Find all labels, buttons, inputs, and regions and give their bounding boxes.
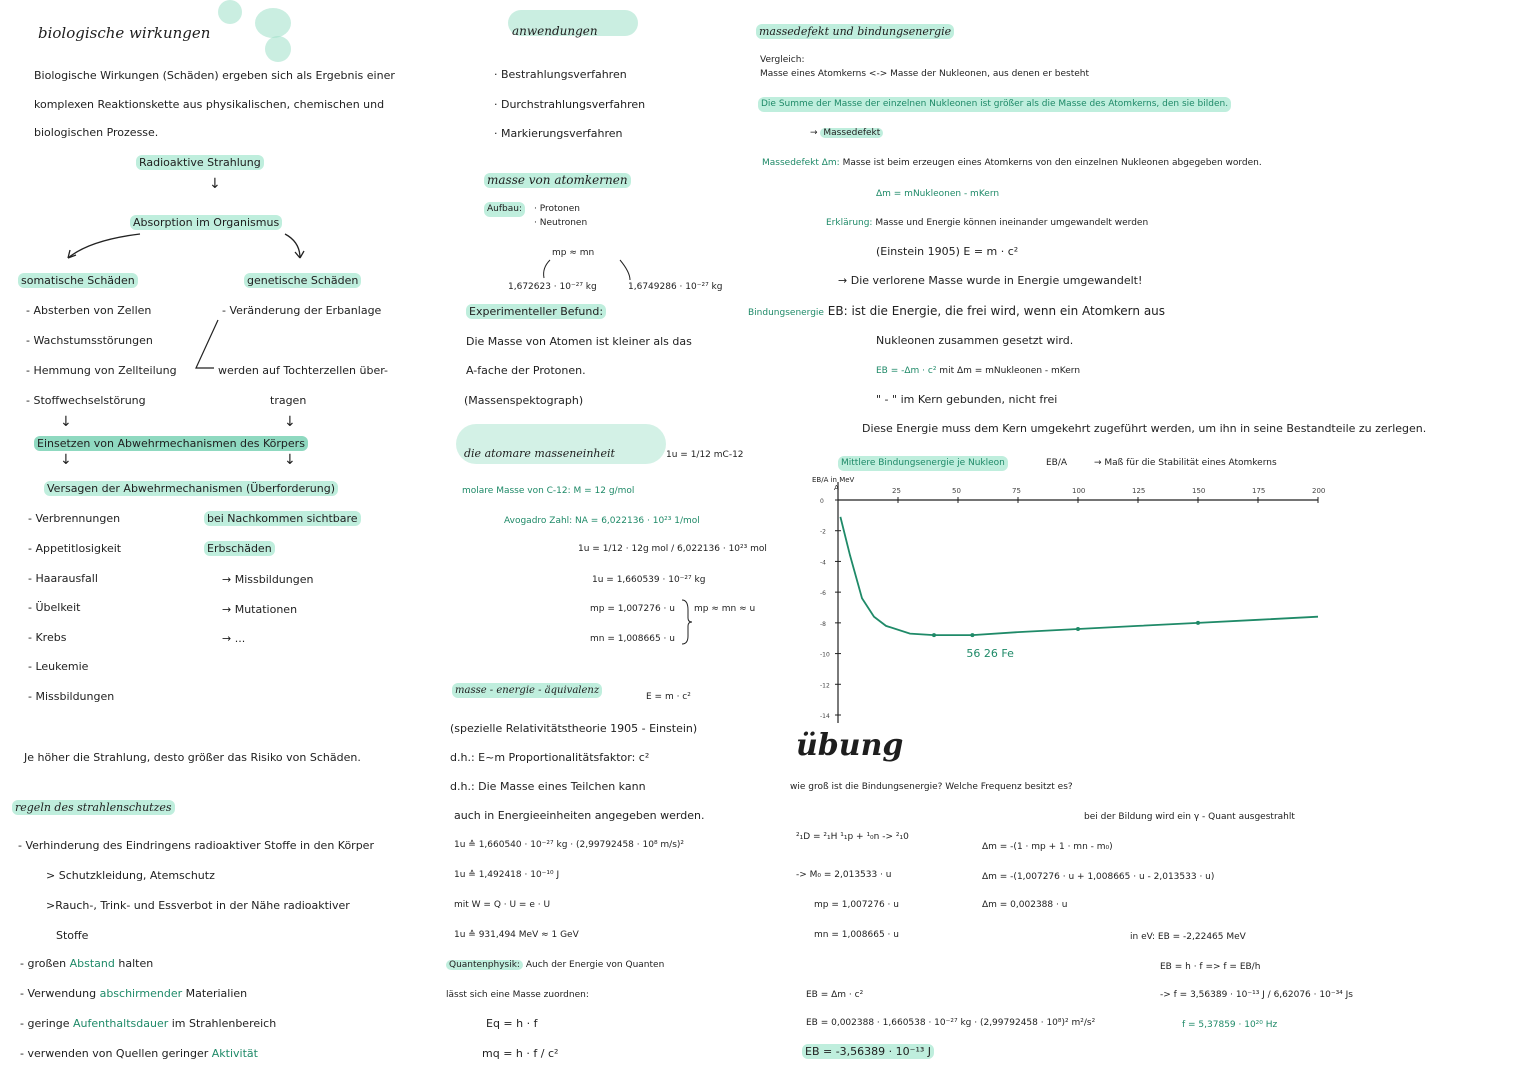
intro-line: komplexen Reaktionskette aus physikalischen, chemischen und <box>34 98 385 111</box>
structure-label: Aufbau: <box>484 202 525 217</box>
arrow-down-icon: ↓ <box>60 452 72 468</box>
rule-item: - geringe Aufenthaltsdauer im Strahlenbereich <box>20 1017 277 1030</box>
fail-item: - Haarausfall <box>28 572 98 585</box>
mass-energy-note: d.h.: Die Masse eines Teilchen kann <box>450 780 646 793</box>
experiment-text: Die Masse von Atomen ist kleiner als das <box>466 335 692 348</box>
genetic-damage-title: genetische Schäden <box>244 273 361 288</box>
application-item: · Bestrahlungsverfahren <box>494 68 627 81</box>
structure-item: · Neutronen <box>534 218 588 228</box>
y-tick-label: -2 <box>820 528 826 536</box>
radiation-protection-title: regeln des strahlenschutzes <box>12 800 175 815</box>
mass-defect-formula: Δm = mNukleonen - mKern <box>876 189 1000 199</box>
average-binding-energy-label: Mittlere Bindungsenergie je Nukleon <box>838 456 1008 471</box>
x-tick-label: 175 <box>1252 487 1266 495</box>
somatic-item: - Hemmung von Zellteilung <box>26 364 177 377</box>
avogadro-number: Avogadro Zahl: NA = 6,022136 · 10²³ 1/mol <box>504 516 700 526</box>
offspring-item: → Missbildungen <box>222 573 314 586</box>
risk-statement: Je höher die Strahlung, desto größer das Risiko von Schäden. <box>24 751 361 764</box>
binding-energy-chart <box>790 470 1330 730</box>
section-title-exercise: übung <box>796 728 904 763</box>
offspring-title: bei Nachkommen sichtbare <box>204 511 361 526</box>
u-value: 1u = 1,660539 · 10⁻²⁷ kg <box>592 575 706 585</box>
rule-item: - Verwendung abschirmender Materialien <box>20 987 248 1000</box>
y-tick-label: -4 <box>820 559 826 567</box>
x-tick-label: 75 <box>1012 487 1021 495</box>
fail-item: - Übelkeit <box>28 601 81 614</box>
binding-energy-definition: Nukleonen zusammen gesetzt wird. <box>876 334 1074 347</box>
experiment-title: Experimenteller Befund: <box>466 304 606 319</box>
data-point <box>1076 627 1080 631</box>
binding-energy-result: EB = -3,56389 · 10⁻¹³ J <box>802 1044 934 1059</box>
reaction: ²₁D = ²₁H ¹₁p + ¹₀n -> ²₁0 <box>796 832 909 842</box>
frequency-result: f = 5,37859 · 10²⁰ Hz <box>1182 1020 1278 1030</box>
arrow-down-icon: ↓ <box>284 452 296 468</box>
binding-energy-definition: Bindungsenergie EB: ist die Energie, die frei wird, wenn ein Atomkern aus <box>748 304 1166 318</box>
x-tick-label: 100 <box>1072 487 1086 495</box>
x-tick-label: 125 <box>1132 487 1146 495</box>
rule-item: - Verhinderung des Eindringens radioaktiver Stoffe in den Körper <box>18 839 374 852</box>
frequency-step: EB = h · f => f = EB/h <box>1160 962 1261 972</box>
x-tick-label: 200 <box>1312 487 1326 495</box>
binding-energy-step: EB = Δm · c² <box>806 990 864 1000</box>
fail-item: - Krebs <box>28 631 67 644</box>
u-energy: 1u ≙ 1,492418 · 10⁻¹⁰ J <box>454 870 560 880</box>
rule-item: - großen Abstand halten <box>20 957 154 970</box>
mass-energy-note: auch in Energieeinheiten angegeben werden. <box>454 809 705 822</box>
molar-mass: molare Masse von C-12: M = 12 g/mol <box>462 486 635 496</box>
somatic-damage-title: somatische Schäden <box>18 273 138 288</box>
data-point <box>932 633 936 637</box>
fail-item: - Appetitlosigkeit <box>28 542 122 555</box>
x-tick-label: 25 <box>892 487 901 495</box>
genetic-item: - Veränderung der Erbanlage <box>222 304 382 317</box>
average-binding-energy-symbol: EB/A <box>1046 458 1068 468</box>
mass-energy-formula: E = m · c² <box>646 692 691 702</box>
deuteron-mass: -> M₀ = 2,013533 · u <box>796 870 892 880</box>
proportionality: d.h.: E~m Proportionalitätsfaktor: c² <box>450 751 650 764</box>
x-axis-label: A <box>834 484 839 492</box>
mass-defect-arrow: → Massedefekt <box>810 126 883 141</box>
relativity-note: (spezielle Relativitätstheorie 1905 - Einstein) <box>450 722 698 735</box>
energy-statement: Diese Energie muss dem Kern umgekehrt zugeführt werden, um ihn in seine Bestandteile zu zerlegen. <box>862 422 1427 435</box>
branch-arrows <box>60 228 320 268</box>
proton-mass: 1,672623 · 10⁻²⁷ kg <box>508 282 597 292</box>
frequency-step: -> f = 3,56389 · 10⁻¹³ J / 6,62076 · 10⁻³⁴ Js <box>1160 990 1353 1000</box>
offspring-item: → Mutationen <box>222 603 298 616</box>
section-title-mass-energy: masse - energie - äquivalenz <box>452 683 602 698</box>
x-tick-label: 50 <box>952 487 961 495</box>
amu-definition: 1u = 1/12 mC-12 <box>666 450 744 460</box>
defense-fail: Versagen der Abwehrmechanismen (Überforderung) <box>44 481 338 496</box>
mp-mn-relation: mp ≈ mn <box>552 248 595 258</box>
structure-item: · Protonen <box>534 204 580 214</box>
data-point <box>1196 621 1200 625</box>
compare-label: Vergleich: <box>760 55 805 65</box>
series-line-eb-per-nucleon <box>840 517 1318 635</box>
explanation: Erklärung: Masse und Energie können ineinander umgewandelt werden <box>826 218 1149 228</box>
arrow-down-icon: ↓ <box>60 414 72 430</box>
somatic-item: - Wachstumsstörungen <box>26 334 153 347</box>
mass-defect-step: Δm = 0,002388 · u <box>982 900 1068 910</box>
binding-energy-note: " - " im Kern gebunden, nicht frei <box>876 393 1058 406</box>
y-axis-label: EB/A in MeV <box>812 476 855 484</box>
mass-defect-step: Δm = -(1,007276 · u + 1,008665 · u - 2,013533 · u) <box>982 872 1215 882</box>
y-tick-label: -10 <box>820 651 830 659</box>
experiment-text: A-fache der Protonen. <box>466 364 586 377</box>
neutron-mass: 1,6749286 · 10⁻²⁷ kg <box>628 282 723 292</box>
sum-statement: Die Summe der Masse der einzelnen Nukleonen ist größer als die Masse des Atomkerns, den sie bilden. <box>758 97 1231 112</box>
application-item: · Markierungsverfahren <box>494 127 623 140</box>
rule-item: >Rauch-, Trink- und Essverbot in der Nähe radioaktiver <box>46 899 350 912</box>
defense-start: Einsetzen von Abwehrmechanismen des Körpers <box>34 436 308 451</box>
exercise-question: wie groß ist die Bindungsenergie? Welche Frequenz besitzt es? <box>790 782 1073 792</box>
genetic-item: tragen <box>270 394 307 407</box>
mass-approx-u: mp ≈ mn ≈ u <box>694 604 756 614</box>
somatic-item: - Stoffwechselstörung <box>26 394 146 407</box>
fail-item: - Verbrennungen <box>28 512 121 525</box>
gamma-note: bei der Bildung wird ein γ - Quant ausgestrahlt <box>1084 812 1295 822</box>
genetic-item: werden auf Tochterzellen über- <box>218 364 388 377</box>
data-point <box>970 633 974 637</box>
quantum-note: Quantenphysik: Auch der Energie von Quanten <box>446 958 664 973</box>
section-title-amu: die atomare masseneinheit <box>464 447 615 460</box>
node-radiation: Radioaktive Strahlung <box>136 155 264 170</box>
section-title-biological-effects: biologische wirkungen <box>38 24 211 42</box>
y-tick-label: -12 <box>820 682 830 690</box>
rule-item: Stoffe <box>56 929 89 942</box>
u-calculation: 1u = 1/12 · 12g mol / 6,022136 · 10²³ mol <box>578 544 767 554</box>
x-tick-label: 150 <box>1192 487 1206 495</box>
fail-item: - Missbildungen <box>28 690 115 703</box>
y-tick-label: 0 <box>820 498 824 505</box>
rule-item: - verwenden von Quellen geringer Aktivität <box>20 1047 258 1060</box>
mass-defect-definition: Massedefekt Δm: Masse ist beim erzeugen eines Atomkerns von den einzelnen Nukleonen abgegeben worden. <box>762 158 1262 168</box>
proton-mass-value: mp = 1,007276 · u <box>814 900 899 910</box>
compare-text: Masse eines Atomkerns <-> Masse der Nukleonen, aus denen er besteht <box>760 69 1089 79</box>
y-tick-label: -8 <box>820 620 826 628</box>
u-energy: 1u ≙ 1,660540 · 10⁻²⁷ kg · (2,99792458 · 10⁸ m/s)² <box>454 840 685 850</box>
section-title-nucleus-mass: masse von atomkernen <box>484 173 631 188</box>
section-title-mass-defect: massedefekt und bindungsenergie <box>756 24 954 39</box>
y-tick-label: -14 <box>820 713 830 720</box>
fail-item: - Leukemie <box>28 660 89 673</box>
offspring-title: Erbschäden <box>204 541 275 556</box>
energy-in-ev: in eV: EB = -2,22465 MeV <box>1130 932 1246 942</box>
brace <box>680 598 694 646</box>
arrow-down-icon: ↓ <box>284 414 296 430</box>
mass-defect-step: Δm = -(1 · mp + 1 · mn - m₀) <box>982 842 1113 852</box>
average-binding-energy-desc: → Maß für die Stabilität eines Atomkerns <box>1094 458 1277 468</box>
binding-energy-formula: EB = -Δm · c² mit Δm = mNukleonen - mKern <box>876 366 1081 376</box>
einstein-formula: (Einstein 1905) E = m · c² <box>876 245 1019 258</box>
u-mev: 1u ≙ 931,494 MeV ≈ 1 GeV <box>454 930 579 940</box>
application-item: · Durchstrahlungsverfahren <box>494 98 646 111</box>
proton-mass-u: mp = 1,007276 · u <box>590 604 675 614</box>
decor-blob <box>255 8 291 38</box>
neutron-mass-u: mn = 1,008665 · u <box>590 634 675 644</box>
somatic-item: - Absterben von Zellen <box>26 304 152 317</box>
work-formula: mit W = Q · U = e · U <box>454 900 551 910</box>
rule-item: > Schutzkleidung, Atemschutz <box>46 869 215 882</box>
quantum-mass: mq = h · f / c² <box>482 1047 559 1060</box>
lost-mass-note: → Die verlorene Masse wurde in Energie umgewandelt! <box>838 274 1143 287</box>
decor-blob <box>265 36 291 62</box>
quantum-energy: Eq = h · f <box>486 1017 538 1030</box>
intro-line: biologischen Prozesse. <box>34 126 159 139</box>
binding-energy-step: EB = 0,002388 · 1,660538 · 10⁻²⁷ kg · (2,99792458 · 10⁸)² m²/s² <box>806 1018 1096 1028</box>
intro-line: Biologische Wirkungen (Schäden) ergeben sich als Ergebnis einer <box>34 69 395 82</box>
experiment-text: (Massenspektograph) <box>464 394 584 407</box>
y-tick-label: -6 <box>820 590 826 598</box>
decor-blob <box>218 0 242 24</box>
quantum-note: lässt sich eine Masse zuordnen: <box>446 990 589 1000</box>
section-title-applications: anwendungen <box>512 24 598 38</box>
arrow-down-icon: ↓ <box>209 176 221 192</box>
annotation-iron: 56 26 Fe <box>966 647 1014 661</box>
node-absorption: Absorption im Organismus <box>130 215 282 230</box>
neutron-mass-value: mn = 1,008665 · u <box>814 930 899 940</box>
offspring-item: → ... <box>222 632 246 645</box>
